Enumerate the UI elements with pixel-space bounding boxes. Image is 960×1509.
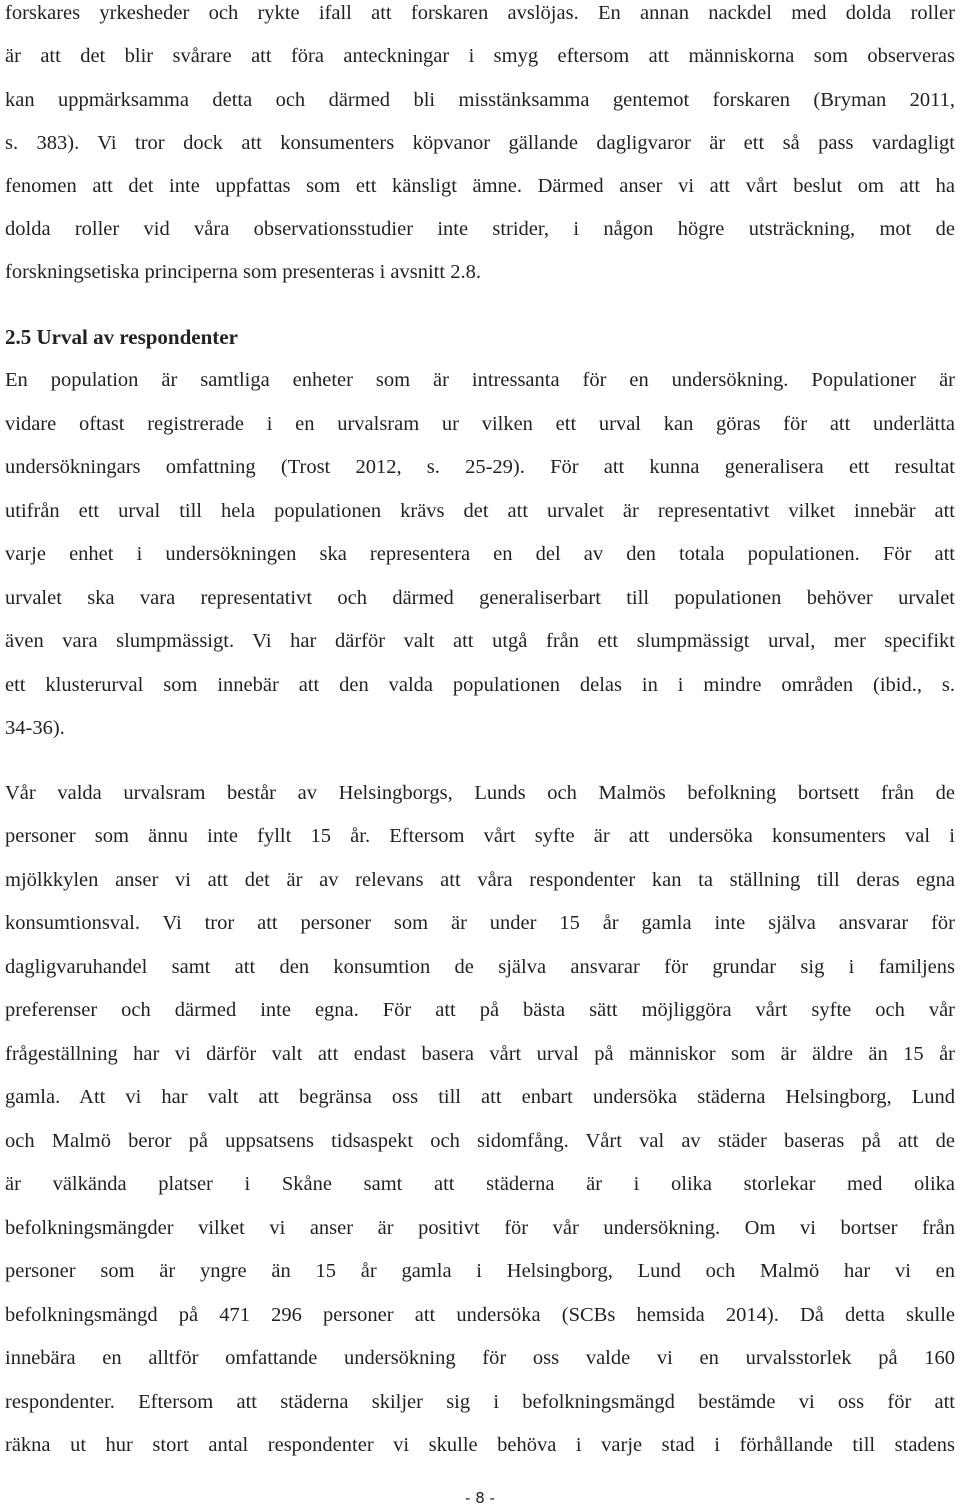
- paragraph-3-line-6: preferenser och därmed inte egna. För att på bästa sätt möjliggöra vårt syfte och vår: [5, 999, 955, 1021]
- paragraph-1-line-1: forskares yrkesheder och rykte ifall att forskaren avslöjas. En annan nackdel med dolda roller: [5, 2, 955, 24]
- paragraph-2-line-6: urvalet ska vara representativt och därmed generaliserbart till populationen behöver urvalet: [5, 587, 955, 609]
- paragraph-3-line-7: frågeställning har vi därför valt att endast basera vårt urval på människor som är äldre än 15 år: [5, 1043, 955, 1065]
- paragraph-2-line-1: En population är samtliga enheter som är intressanta för en undersökning. Populationer är: [5, 369, 955, 391]
- paragraph-1-line-4: s. 383). Vi tror dock att konsumenters köpvanor gällande dagligvaror är ett så pass vardagligt: [5, 132, 955, 154]
- paragraph-2-line-7: även vara slumpmässigt. Vi har därför valt att utgå från ett slumpmässigt urval, mer specifikt: [5, 630, 955, 652]
- paragraph-2-line-5: varje enhet i undersökningen ska representera en del av den totala populationen. För att: [5, 543, 955, 565]
- paragraph-3-line-13: befolkningsmängd på 471 296 personer att undersöka (SCBs hemsida 2014). Då detta skulle: [5, 1304, 955, 1326]
- paragraph-1-line-7: forskningsetiska principerna som presenteras i avsnitt 2.8.: [5, 261, 481, 283]
- paragraph-3-line-2: personer som ännu inte fyllt 15 år. Eftersom vårt syfte är att undersöka konsumenters val i: [5, 825, 955, 847]
- paragraph-3-line-10: är välkända platser i Skåne samt att städerna är i olika storlekar med olika: [5, 1173, 955, 1195]
- paragraph-3-line-11: befolkningsmängder vilket vi anser är positivt för vår undersökning. Om vi bortser från: [5, 1217, 955, 1239]
- paragraph-2-line-2: vidare oftast registrerade i en urvalsram ur vilken ett urval kan göras för att underlätta: [5, 413, 955, 435]
- paragraph-1-line-5: fenomen att det inte uppfattas som ett känsligt ämne. Därmed anser vi att vårt beslut om att ha: [5, 175, 955, 197]
- paragraph-3-line-3: mjölkkylen anser vi att det är av relevans att våra respondenter kan ta ställning till deras egna: [5, 869, 955, 891]
- paragraph-2-line-3: undersökningars omfattning (Trost 2012, s. 25-29). För att kunna generalisera ett resultat: [5, 456, 955, 478]
- section-heading: 2.5 Urval av respondenter: [5, 325, 238, 349]
- paragraph-3-line-9: och Malmö beror på uppsatsens tidsaspekt och sidomfång. Vårt val av städer baseras på att de: [5, 1130, 955, 1152]
- paragraph-2-line-4: utifrån ett urval till hela populationen krävs det att urvalet är representativt vilket innebär att: [5, 500, 955, 522]
- page-number: - 8 -: [465, 1489, 495, 1507]
- paragraph-3-line-16: räkna ut hur stort antal respondenter vi skulle behöva i varje stad i förhållande till stadens: [5, 1434, 955, 1456]
- paragraph-3-line-5: dagligvaruhandel samt att den konsumtion de själva ansvarar för grundar sig i familjens: [5, 956, 955, 978]
- paragraph-3-line-4: konsumtionsval. Vi tror att personer som är under 15 år gamla inte själva ansvarar för: [5, 912, 955, 934]
- paragraph-1-line-2: är att det blir svårare att föra anteckningar i smyg eftersom att människorna som observeras: [5, 45, 955, 67]
- paragraph-1-line-6: dolda roller vid våra observationsstudier inte strider, i någon högre utsträckning, mot de: [5, 218, 955, 240]
- paragraph-3-line-1: Vår valda urvalsram består av Helsingborgs, Lunds och Malmös befolkning bortsett från de: [5, 782, 955, 804]
- paragraph-2-line-8: ett klusterurval som innebär att den valda populationen delas in i mindre områden (ibid., s.: [5, 674, 955, 696]
- paragraph-1-line-3: kan uppmärksamma detta och därmed bli misstänksamma gentemot forskaren (Bryman 2011,: [5, 89, 955, 111]
- paragraph-2-line-9: 34-36).: [5, 717, 65, 739]
- paragraph-3-line-12: personer som är yngre än 15 år gamla i Helsingborg, Lund och Malmö har vi en: [5, 1260, 955, 1282]
- paragraph-3-line-15: respondenter. Eftersom att städerna skiljer sig i befolkningsmängd bestämde vi oss för att: [5, 1391, 955, 1413]
- paragraph-3-line-14: innebära en alltför omfattande undersökning för oss valde vi en urvalsstorlek på 160: [5, 1347, 955, 1369]
- paragraph-3-line-8: gamla. Att vi har valt att begränsa oss till att enbart undersöka städerna Helsingborg, Lund: [5, 1086, 955, 1108]
